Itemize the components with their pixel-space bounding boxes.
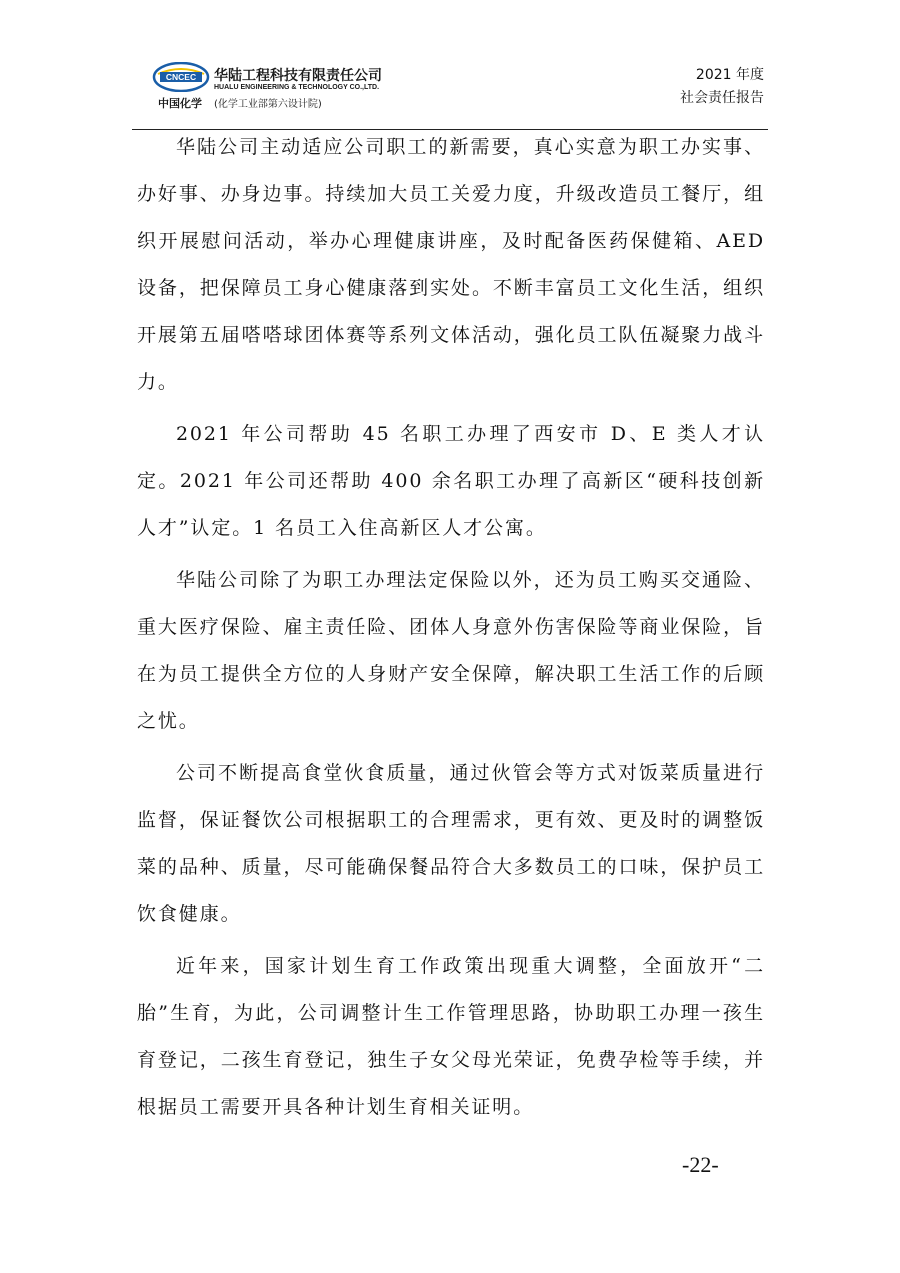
report-title: 社会责任报告 [680, 90, 764, 106]
cncec-emblem-icon [152, 62, 210, 92]
company-name-en: HUALU ENGINEERING & TECHNOLOGY CO.,LTD. [214, 84, 380, 91]
page-header [0, 0, 900, 132]
paragraph-family-planning: 近年来，国家计划生育工作政策出现重大调整，全面放开“二胎”生育，为此，公司调整计生工作管理思路，协助职工办理一孩生育登记，二孩生育登记，独生子女父母光荣证，免费孕检等手续，并根据员工需要开具各种计划生育相关证明。 [137, 955, 765, 1118]
paragraph-canteen: 公司不断提高食堂伙食质量，通过伙管会等方式对饭菜质量进行监督，保证餐饮公司根据职工的合理需求，更有效、更及时的调整饭菜的品种、质量，尽可能确保餐品符合大多数员工的口味，保护员工饮食健康。 [137, 762, 765, 925]
paragraph-insurance: 华陆公司除了为职工办理法定保险以外，还为员工购买交通险、重大医疗保险、雇主责任险、团体人身意外伤害保险等商业保险，旨在为员工提供全方位的人身财产安全保障，解决职工生活工作的后顾之忧。 [137, 569, 765, 732]
paragraph-employee-care: 华陆公司主动适应公司职工的新需要，真心实意为职工办实事、办好事、办身边事。持续加大员工关爱力度，升级改造员工餐厅，组织开展慰问活动，举办心理健康讲座，及时配备医药保健箱、AED设备，把保障员工身心健康落到实处。不断丰富员工文化生活，组织开展第五届嗒嗒球团体赛等系列文体活动，强化员工队伍凝聚力战斗力。 [137, 136, 765, 393]
emblem-text: CNCEC [165, 72, 197, 83]
report-year: 2021 年度 [695, 67, 764, 83]
report-body [137, 124, 765, 1131]
parent-brand: 中国化学 [158, 97, 202, 110]
company-name-cn: 华陆工程科技有限责任公司 [214, 68, 382, 84]
page-number: -22- [682, 1152, 719, 1177]
company-logo [152, 62, 412, 118]
institute-name: (化学工业部第六设计院) [214, 99, 322, 110]
paragraph-talent-certification: 2021 年公司帮助 45 名职工办理了西安市 D、E 类人才认定。2021 年公司还帮助 400 余名职工办理了高新区“硬科技创新人才”认定。1 名员工入住高新区人才公寓。 [137, 423, 765, 539]
